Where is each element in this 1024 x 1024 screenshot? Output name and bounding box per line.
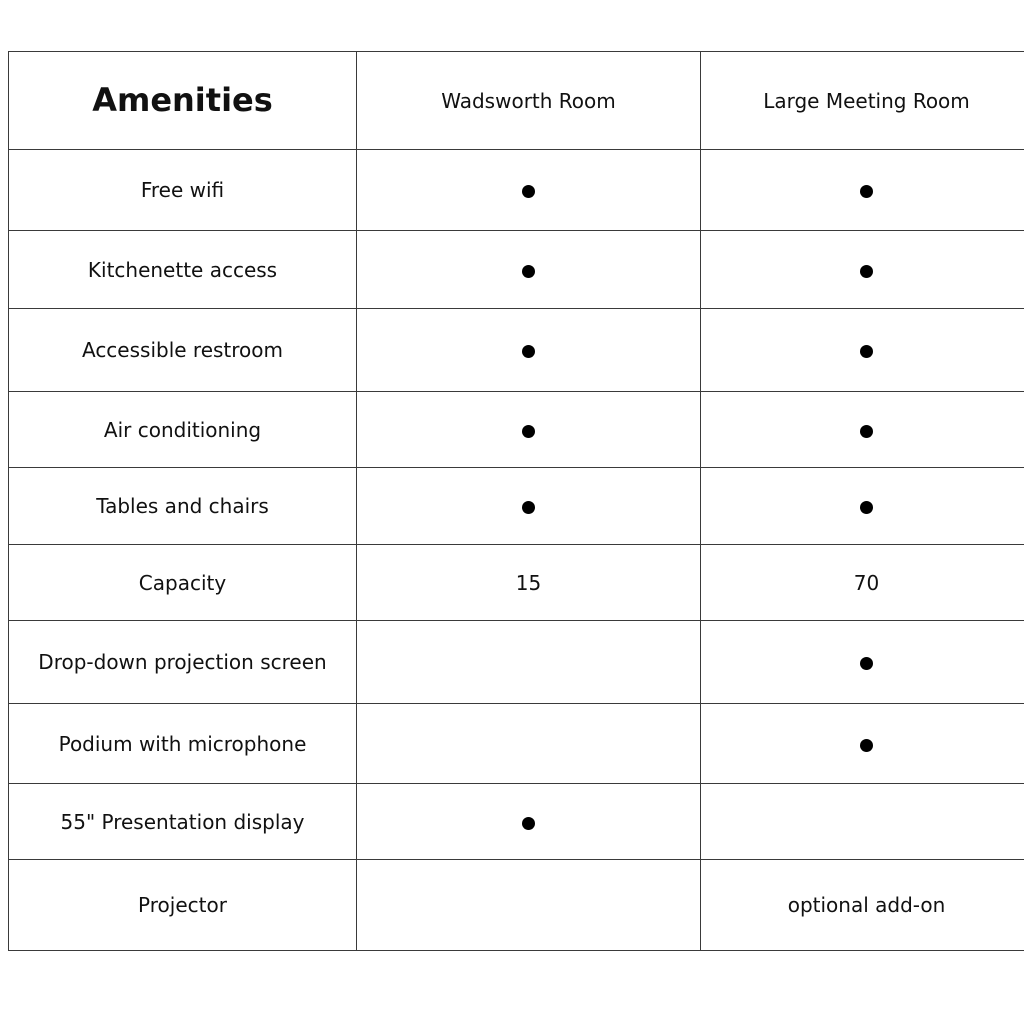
table-row	[9, 784, 1024, 860]
table-row	[9, 231, 1024, 309]
room1-cell	[357, 704, 701, 784]
room2-header: Large Meeting Room	[701, 52, 1024, 150]
room1-cell	[357, 784, 701, 860]
room1-cell	[357, 468, 701, 545]
bullet-dot-icon	[522, 501, 535, 514]
amenities-table	[8, 51, 1024, 951]
bullet-dot-icon	[860, 657, 873, 670]
bullet-dot-icon	[522, 185, 535, 198]
room2-cell	[701, 704, 1024, 784]
header-row	[9, 52, 1024, 150]
room2-cell	[701, 621, 1024, 704]
bullet-dot-icon	[860, 345, 873, 358]
room2-cell	[701, 309, 1024, 392]
bullet-dot-icon	[522, 265, 535, 278]
table-row	[9, 392, 1024, 468]
bullet-dot-icon	[860, 739, 873, 752]
room1-cell	[357, 621, 701, 704]
room1-cell	[357, 231, 701, 309]
bullet-dot-icon	[860, 501, 873, 514]
room1-cell	[357, 860, 701, 951]
table-row	[9, 704, 1024, 784]
room2-cell	[701, 784, 1024, 860]
room2-cell: 70	[701, 545, 1024, 621]
table-row	[9, 860, 1024, 951]
bullet-dot-icon	[522, 425, 535, 438]
bullet-dot-icon	[522, 345, 535, 358]
bullet-dot-icon	[860, 265, 873, 278]
amenity-label: Projector	[9, 860, 357, 951]
table-row	[9, 150, 1024, 231]
bullet-dot-icon	[860, 425, 873, 438]
amenity-label: Capacity	[9, 545, 357, 621]
amenity-label: Podium with microphone	[9, 704, 357, 784]
amenity-label: Accessible restroom	[9, 309, 357, 392]
room2-cell	[701, 392, 1024, 468]
table-row	[9, 468, 1024, 545]
room1-cell	[357, 150, 701, 231]
room2-cell	[701, 468, 1024, 545]
table-row	[9, 309, 1024, 392]
amenity-label: Free wifi	[9, 150, 357, 231]
room1-header: Wadsworth Room	[357, 52, 701, 150]
amenity-label: Air conditioning	[9, 392, 357, 468]
amenities-header: Amenities	[9, 52, 357, 150]
room1-cell	[357, 309, 701, 392]
room1-cell: 15	[357, 545, 701, 621]
amenity-label: Drop-down projection screen	[9, 621, 357, 704]
bullet-dot-icon	[860, 185, 873, 198]
amenity-label: Tables and chairs	[9, 468, 357, 545]
room2-cell	[701, 150, 1024, 231]
room1-cell	[357, 392, 701, 468]
room2-cell	[701, 231, 1024, 309]
bullet-dot-icon	[522, 817, 535, 830]
table-row	[9, 621, 1024, 704]
room2-cell: optional add-on	[701, 860, 1024, 951]
table-row	[9, 545, 1024, 621]
amenity-label: Kitchenette access	[9, 231, 357, 309]
amenity-label: 55" Presentation display	[9, 784, 357, 860]
